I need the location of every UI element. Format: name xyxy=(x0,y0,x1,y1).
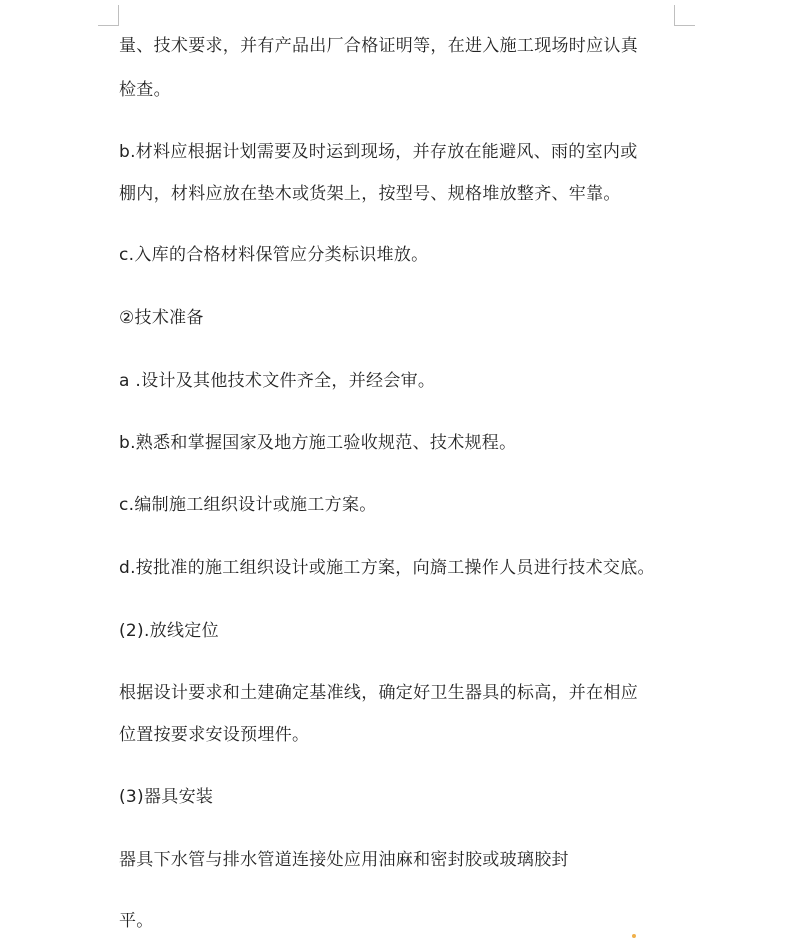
text-line: 位置按要求安设预埋件。 xyxy=(119,725,310,745)
text-line: 平。 xyxy=(119,911,154,931)
text-line: 器具下水管与排水管道连接处应用油麻和密封胶或玻璃胶封 xyxy=(119,850,569,870)
decorative-dot xyxy=(632,934,636,938)
text-line: d.按批准的施工组织设计或施工方案，向旖工操作人员进行技术交底。 xyxy=(119,558,655,578)
section-heading: (2).放线定位 xyxy=(119,621,219,641)
text-line: 量、技术要求，并有产品出厂合格证明等，在进入施工现场时应认真 xyxy=(119,36,638,56)
text-line: b.材料应根据计划需要及时运到现场，并存放在能避风、雨的室内或 xyxy=(119,142,638,162)
text-line: 检查。 xyxy=(119,80,171,100)
section-heading: (3)器具安装 xyxy=(119,787,214,807)
text-line: 根据设计要求和土建确定基准线，确定好卫生器具的标高，并在相应 xyxy=(119,683,638,703)
text-line: c.入库的合格材料保管应分类标识堆放。 xyxy=(119,245,429,265)
text-line: b.熟悉和掌握国家及地方施工验收规范、技术规程。 xyxy=(119,433,517,453)
text-line: 棚内，材料应放在垫木或货架上，按型号、规格堆放整齐、牢靠。 xyxy=(119,184,621,204)
text-line: c.编制施工组织设计或施工方案。 xyxy=(119,495,377,515)
section-heading: ②技术准备 xyxy=(119,308,204,328)
top-left-margin-mark xyxy=(98,5,119,26)
top-right-margin-mark xyxy=(674,5,695,26)
text-line: a .设计及其他技术文件齐全，并经会审。 xyxy=(119,371,436,391)
